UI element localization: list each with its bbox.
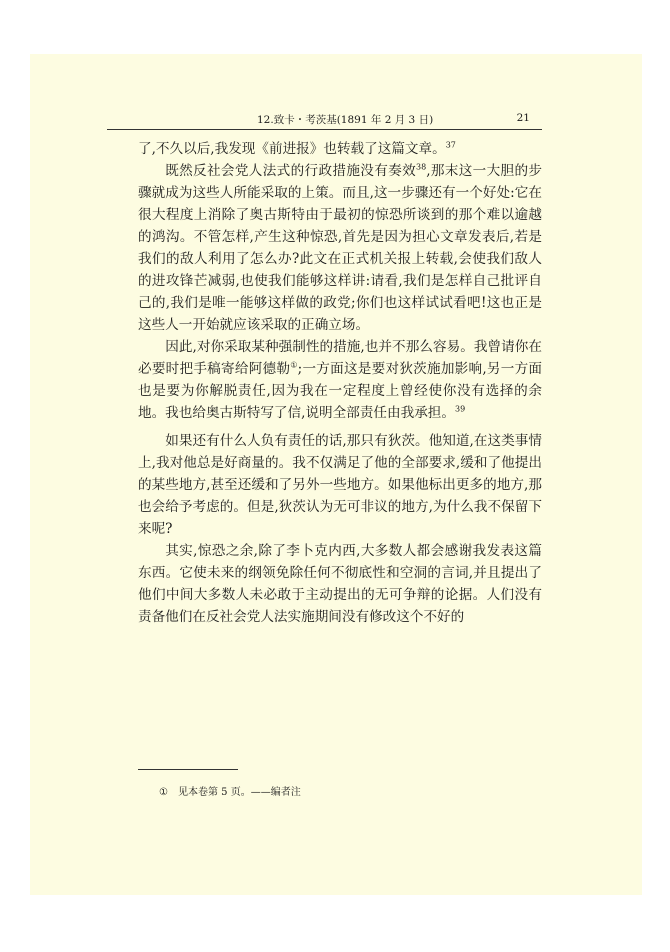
running-header <box>107 109 542 130</box>
paragraph-1 <box>138 138 542 160</box>
paragraph-3 <box>138 336 542 424</box>
footnote-ref-1: ① <box>290 360 298 370</box>
footnote <box>159 783 301 798</box>
paragraph-2 <box>138 160 542 336</box>
paragraph-text: 了,不久以后,我发现《前进报》也转载了这篇文章。 <box>138 141 446 157</box>
paragraph-4 <box>138 430 542 540</box>
endnote-ref-38: 38 <box>416 162 427 172</box>
running-title: 12.致卡・考茨基(1891 年 2 月 3 日) <box>257 114 434 126</box>
paragraph-text: 因此,对你采取某种强制性的措施,也并不那么容易。我曾请你在必要时把手稿寄给阿德勒 <box>138 339 542 377</box>
paragraph-text: ;一方面这是要对狄茨施加影响,另一方面也是要为你解脱责任,因为我在一定程度上曾经使你没有选择的余地。我也给奥古斯特写了信,说明全部责任由我承担。 <box>138 361 543 421</box>
paragraph-5 <box>138 540 542 628</box>
footnote-divider <box>138 769 238 770</box>
endnote-ref-37: 37 <box>445 140 456 150</box>
paragraph-text: 其实,惊恐之余,除了李卜克内西,大多数人都会感谢我发表这篇东西。它使未来的纲领免除任何不彻底性和空洞的言词,并且提出了他们中间大多数人未必敢于主动提出的无可争辩的论据。人们没有责备他们在反社会党人法实施期间没有修改这个不好的 <box>138 543 542 625</box>
paragraph-text: 如果还有什么人负有责任的话,那只有狄茨。他知道,在这类事情上,我对他总是好商量的。我不仅满足了他的全部要求,缓和了他提出的某些地方,甚至还缓和了另外一些地方。如果他标出更多的地方,那也会给予考虑的。但是,狄茨认为无可非议的地方,为什么我不保留下来呢? <box>138 433 542 537</box>
paragraph-text: 既然反社会党人法式的行政措施没有奏效 <box>165 163 417 179</box>
paragraph-text: ,那末这一大胆的步骤就成为这些人所能采取的上策。而且,这一步骤还有一个好处:它在很大程度上消除了奥古斯特由于最初的惊恐所谈到的那个难以逾越的鸿沟。不管怎样,产生这种惊恐,首先是因为担心文章发表后,若是我们的敌人利用了怎么办?此文在正式机关报上转载,会使我们敌人的进攻锋芒减弱,也使我们能够这样讲:请看,我们是怎样自己批评自己的,我们是唯一能够这样做的政党;你们也这样试试看吧!这也正是这些人一开始就应该采取的正确立场。 <box>138 163 542 333</box>
body-text <box>138 138 542 628</box>
footnote-mark: ① <box>159 787 168 798</box>
endnote-ref-39: 39 <box>454 404 466 414</box>
page-number: 21 <box>516 112 530 124</box>
footnote-text: 见本卷第 5 页。——编者注 <box>177 787 301 798</box>
